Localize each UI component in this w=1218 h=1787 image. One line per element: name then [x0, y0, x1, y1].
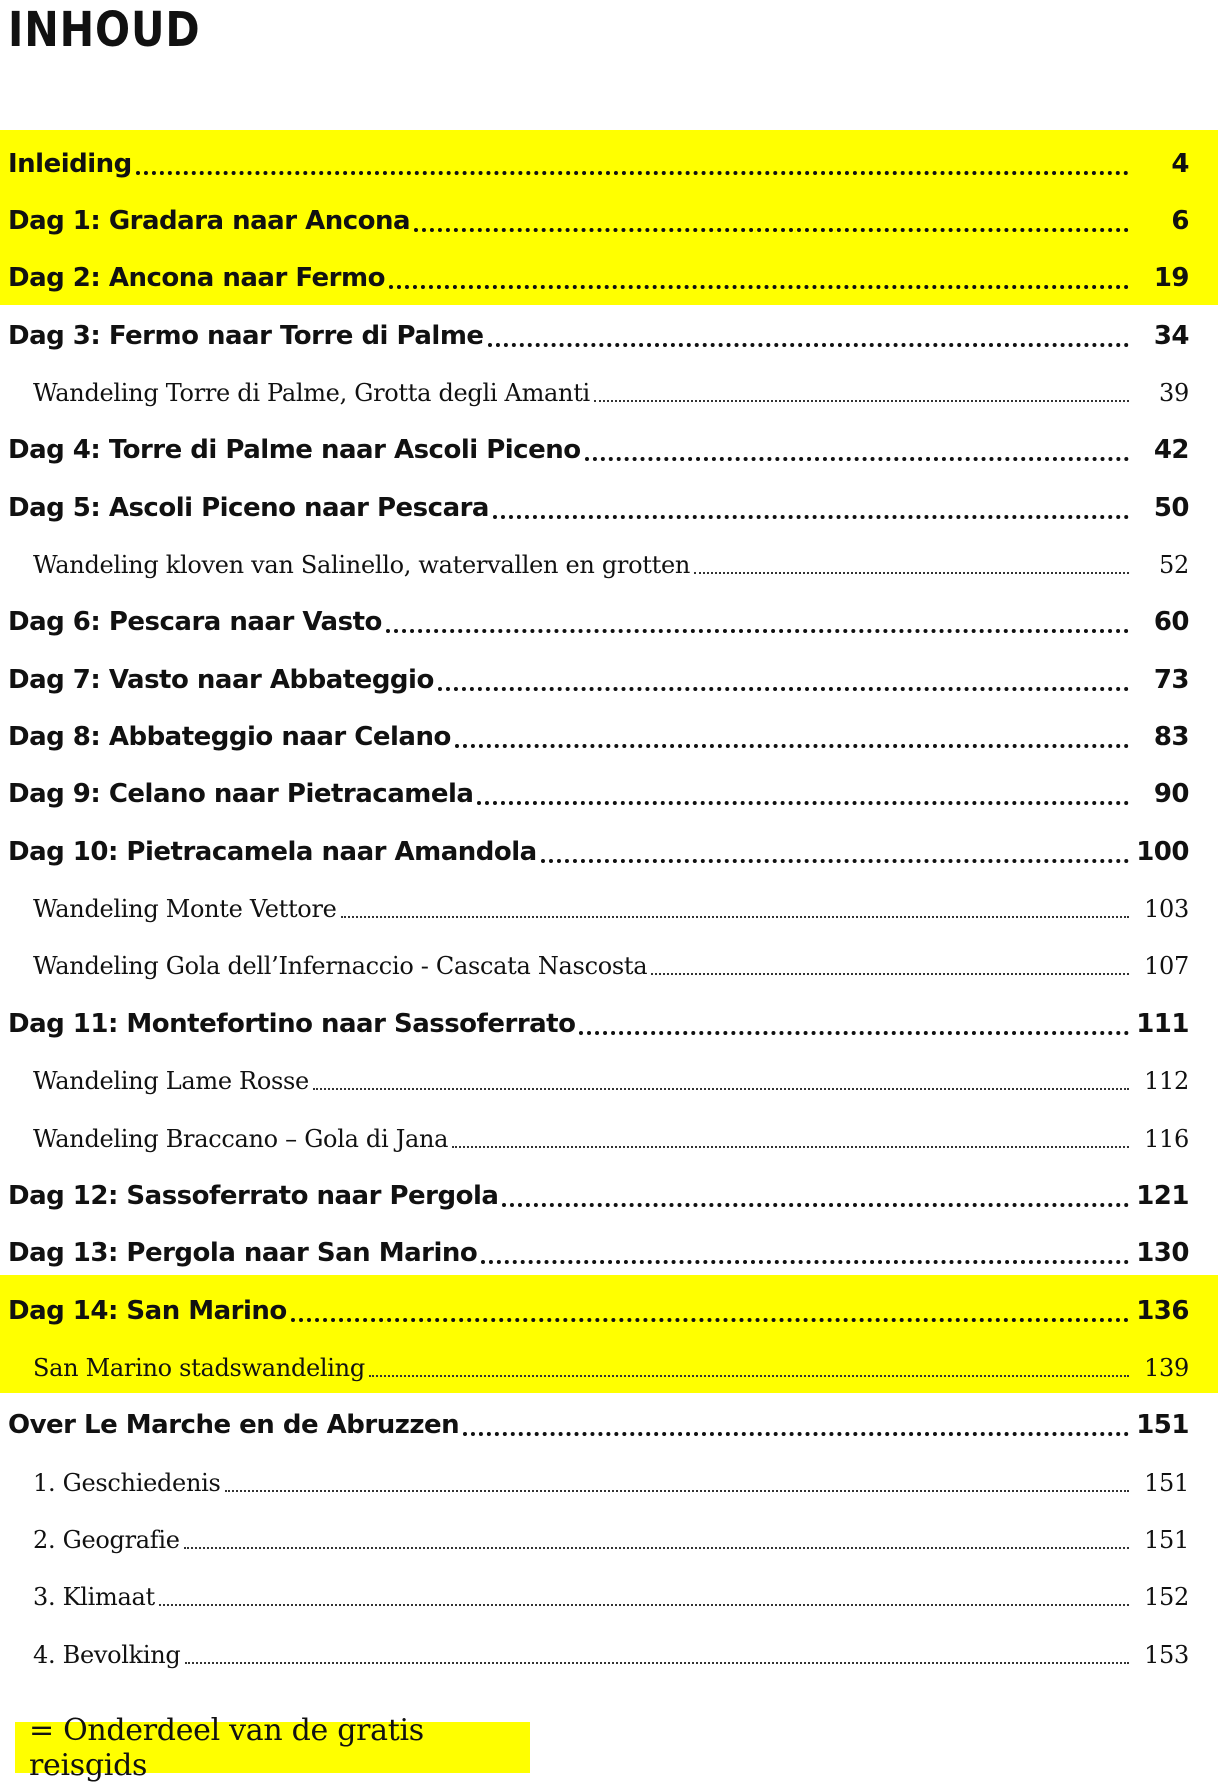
toc-entry-title: Wandeling Torre di Palme, Grotta degli Amanti: [33, 379, 590, 408]
toc-entry-title: 3. Klimaat: [33, 1583, 155, 1612]
toc-entry-title: 1. Geschiedenis: [33, 1468, 221, 1497]
toc-chapter-entry[interactable]: [0, 1167, 1218, 1224]
toc-entry-title: San Marino stadswandeling: [33, 1353, 365, 1382]
toc-subsection-entry[interactable]: [0, 1569, 1218, 1626]
toc-dot-leader: [579, 1031, 1129, 1035]
toc-entry-page-number: 152: [1144, 1583, 1189, 1612]
toc-entry-page-number: 73: [1153, 664, 1189, 695]
toc-dot-leader: [159, 1604, 1129, 1606]
toc-dot-leader: [185, 1662, 1130, 1664]
toc-entry-title: 4. Bevolking: [33, 1640, 181, 1669]
toc-dot-leader: [438, 687, 1129, 691]
toc-entry-page-number: 90: [1153, 779, 1189, 810]
toc-entry-page-number: 4: [1171, 148, 1189, 179]
toc-chapter-entry[interactable]: [0, 1225, 1218, 1282]
toc-entry-page-number: 111: [1136, 1008, 1189, 1039]
legend-text: = Onderdeel van de gratis reisgids: [29, 1712, 424, 1783]
toc-entry-page-number: 116: [1144, 1124, 1189, 1153]
toc-chapter-entry[interactable]: [0, 708, 1218, 765]
toc-entry-page-number: 139: [1144, 1353, 1189, 1382]
toc-chapter-entry[interactable]: [0, 250, 1218, 307]
toc-subsection-entry[interactable]: [0, 1110, 1218, 1167]
toc-entry-page-number: 112: [1144, 1067, 1189, 1096]
toc-subsection-entry[interactable]: [0, 364, 1218, 421]
toc-entry-title: Dag 2: Ancona naar Fermo: [8, 263, 385, 294]
toc-chapter-entry[interactable]: [0, 823, 1218, 880]
page-title: INHOUD: [8, 2, 201, 58]
toc-entry-title: Dag 1: Gradara naar Ancona: [8, 206, 411, 237]
toc-entry-page-number: 151: [1144, 1525, 1189, 1554]
toc-entry-title: Dag 6: Pescara naar Vasto: [8, 607, 382, 638]
toc-entry-page-number: 19: [1153, 263, 1189, 294]
toc-entry-page-number: 130: [1136, 1238, 1189, 1269]
toc-chapter-entry[interactable]: [0, 995, 1218, 1052]
toc-dot-leader: [477, 801, 1129, 805]
toc-subsection-entry[interactable]: [0, 1626, 1218, 1683]
toc-dot-leader: [389, 285, 1129, 289]
toc-entry-page-number: 121: [1136, 1180, 1189, 1211]
toc-entry-page-number: 103: [1144, 895, 1189, 924]
toc-entry-page-number: 34: [1153, 320, 1189, 351]
toc-dot-leader: [481, 1260, 1129, 1264]
toc-entry-title: 2. Geografie: [33, 1525, 180, 1554]
toc-dot-leader: [594, 400, 1129, 402]
toc-entry-page-number: 60: [1153, 607, 1189, 638]
toc-dot-leader: [313, 1088, 1129, 1090]
toc-chapter-entry[interactable]: [0, 1282, 1218, 1339]
toc-entry-title: Dag 5: Ascoli Piceno naar Pescara: [8, 492, 489, 523]
toc-dot-leader: [291, 1318, 1129, 1322]
toc-dot-leader: [136, 171, 1129, 175]
toc-dot-leader: [341, 916, 1129, 918]
toc-entry-title: Dag 12: Sassoferrato naar Pergola: [8, 1180, 499, 1211]
toc-entry-page-number: 151: [1144, 1468, 1189, 1497]
toc-dot-leader: [386, 629, 1129, 633]
toc-subsection-entry[interactable]: [0, 1053, 1218, 1110]
toc-dot-leader: [452, 1146, 1129, 1148]
toc-chapter-entry[interactable]: [0, 1397, 1218, 1454]
toc-entry-page-number: 136: [1136, 1295, 1189, 1326]
toc-entry-page-number: 50: [1153, 492, 1189, 523]
toc-dot-leader: [463, 1432, 1129, 1436]
toc-entry-title: Wandeling kloven van Salinello, watervallen en grotten: [33, 551, 691, 580]
toc-entry-title: Dag 7: Vasto naar Abbateggio: [8, 664, 434, 695]
toc-chapter-entry[interactable]: [0, 307, 1218, 364]
toc-dot-leader: [541, 859, 1129, 863]
toc-entry-title: Wandeling Gola dell’Infernaccio - Cascata Nascosta: [33, 952, 648, 981]
toc-entry-title: Dag 11: Montefortino naar Sassoferrato: [8, 1008, 576, 1039]
toc-entry-page-number: 107: [1144, 952, 1189, 981]
toc-dot-leader: [493, 515, 1129, 519]
toc-entry-title: Dag 10: Pietracamela naar Amandola: [8, 836, 537, 867]
toc-chapter-entry[interactable]: [0, 651, 1218, 708]
toc-dot-leader: [369, 1375, 1129, 1377]
toc-subsection-entry[interactable]: [0, 1511, 1218, 1568]
toc-entry-page-number: 42: [1153, 435, 1189, 466]
toc-entry-title: Dag 4: Torre di Palme naar Ascoli Piceno: [8, 435, 581, 466]
toc-entry-title: Dag 8: Abbateggio naar Celano: [8, 722, 451, 753]
toc-dot-leader: [585, 457, 1129, 461]
toc-entry-title: Dag 13: Pergola naar San Marino: [8, 1238, 478, 1269]
toc-entry-page-number: 100: [1136, 836, 1189, 867]
toc-dot-leader: [488, 343, 1129, 347]
toc-dot-leader: [502, 1203, 1129, 1207]
toc-dot-leader: [455, 744, 1129, 748]
toc-chapter-entry[interactable]: [0, 479, 1218, 536]
toc-dot-leader: [225, 1490, 1129, 1492]
toc-entry-title: Wandeling Braccano – Gola di Jana: [33, 1124, 449, 1153]
toc-entry-title: Wandeling Monte Vettore: [33, 895, 337, 924]
free-guide-legend: [15, 1712, 530, 1783]
toc-chapter-entry[interactable]: [0, 422, 1218, 479]
toc-entry-title: Wandeling Lame Rosse: [33, 1067, 309, 1096]
toc-dot-leader: [694, 572, 1129, 574]
toc-entry-page-number: 151: [1136, 1410, 1189, 1441]
toc-subsection-entry[interactable]: [0, 880, 1218, 937]
toc-chapter-entry[interactable]: [0, 766, 1218, 823]
toc-entry-page-number: 153: [1144, 1640, 1189, 1669]
toc-dot-leader: [184, 1547, 1129, 1549]
toc-subsection-entry[interactable]: [0, 1339, 1218, 1396]
toc-entry-page-number: 6: [1171, 206, 1189, 237]
toc-dot-leader: [651, 973, 1129, 975]
toc-chapter-entry[interactable]: [0, 135, 1218, 192]
toc-subsection-entry[interactable]: [0, 1454, 1218, 1511]
toc-entry-title: Dag 14: San Marino: [8, 1295, 287, 1326]
toc-entry-title: Dag 9: Celano naar Pietracamela: [8, 779, 474, 810]
toc-entry-title: Inleiding: [8, 148, 132, 179]
toc-entry-title: Dag 3: Fermo naar Torre di Palme: [8, 320, 484, 351]
toc-entry-page-number: 52: [1159, 551, 1189, 580]
toc-dot-leader: [414, 228, 1129, 232]
toc-subsection-entry[interactable]: [0, 938, 1218, 995]
toc-chapter-entry[interactable]: [0, 594, 1218, 651]
toc-entry-title: Over Le Marche en de Abruzzen: [8, 1410, 460, 1441]
toc-subsection-entry[interactable]: [0, 536, 1218, 593]
toc-entry-page-number: 39: [1159, 379, 1189, 408]
table-of-contents: [0, 135, 1218, 1683]
toc-chapter-entry[interactable]: [0, 192, 1218, 249]
toc-entry-page-number: 83: [1153, 722, 1189, 753]
